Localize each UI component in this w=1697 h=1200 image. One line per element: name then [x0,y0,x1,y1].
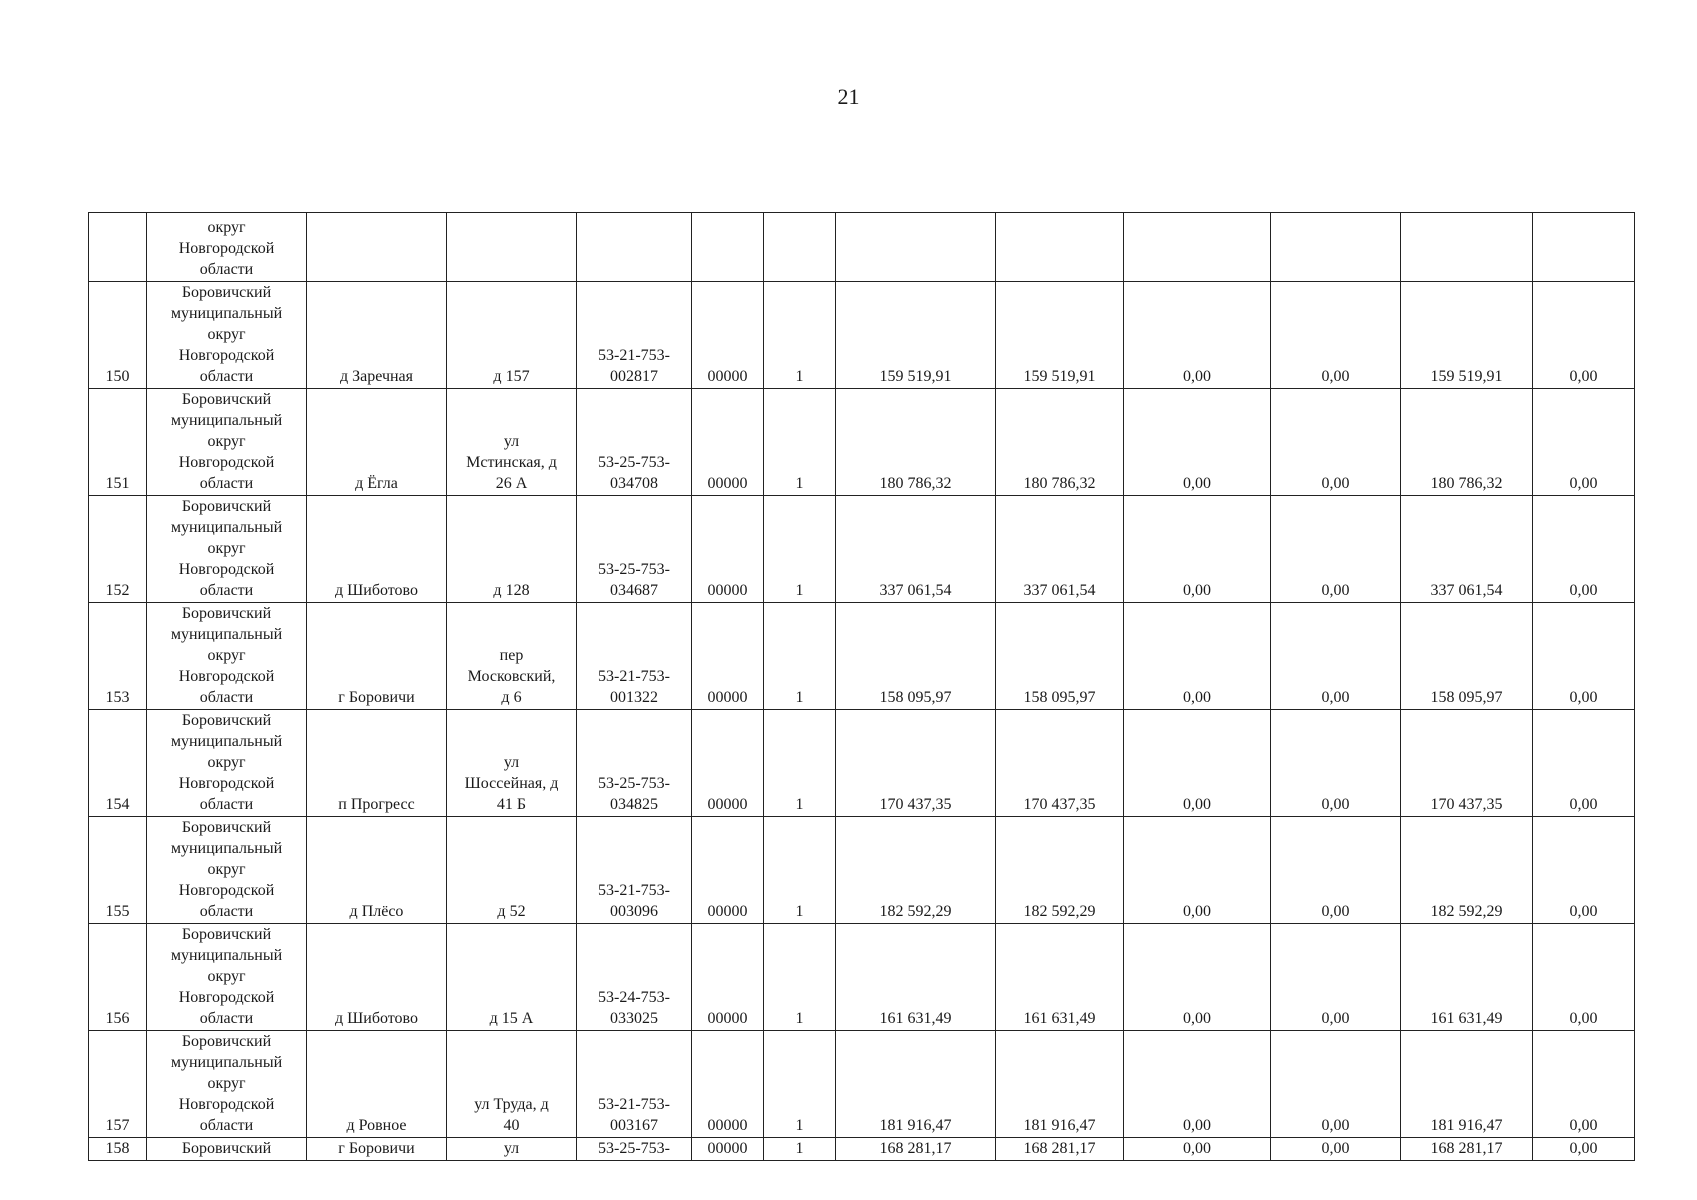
zeros-cell: 00000 [692,603,764,710]
table-row [89,603,1635,710]
code-cell: 53-21-753- 003167 [577,1031,692,1138]
value-cell: 0,00 [1124,496,1271,603]
locality-cell: д Шиботово [307,924,447,1031]
municipality-cell: Боровичский [147,1138,307,1161]
count-cell: 1 [764,603,836,710]
code-cell: 53-21-753- 003096 [577,817,692,924]
address-cell: ул [447,1138,577,1161]
value-cell: 0,00 [1271,817,1401,924]
value-cell: 0,00 [1271,1031,1401,1138]
value-cell: 0,00 [1271,924,1401,1031]
value-cell: 161 631,49 [836,924,996,1031]
table-row [89,389,1635,496]
code-cell: 53-25-753- 034687 [577,496,692,603]
municipality-cell: Боровичский муниципальный округ Новгородской области [147,710,307,817]
zeros-cell: 00000 [692,1031,764,1138]
value-cell: 0,00 [1124,1031,1271,1138]
municipality-cell: Боровичский муниципальный округ Новгородской области [147,496,307,603]
address-cell: д 157 [447,282,577,389]
code-cell: 53-21-753- 001322 [577,603,692,710]
value-cell: 337 061,54 [996,496,1124,603]
row-number-cell: 157 [89,1031,147,1138]
locality-cell: д Плёсо [307,817,447,924]
row-number-cell: 154 [89,710,147,817]
value-cell: 0,00 [1533,603,1635,710]
address-cell [447,213,577,282]
address-cell: д 15 А [447,924,577,1031]
locality-cell: п Прогресс [307,710,447,817]
value-cell: 161 631,49 [1401,924,1533,1031]
address-cell: ул Труда, д 40 [447,1031,577,1138]
value-cell: 158 095,97 [1401,603,1533,710]
table-row [89,1031,1635,1138]
value-cell: 159 519,91 [996,282,1124,389]
address-cell: д 128 [447,496,577,603]
table-row [89,496,1635,603]
municipality-cell: Боровичский муниципальный округ Новгородской области [147,389,307,496]
value-cell: 170 437,35 [1401,710,1533,817]
address-cell: пер Московский, д 6 [447,603,577,710]
address-cell: ул Шоссейная, д 41 Б [447,710,577,817]
count-cell [764,213,836,282]
value-cell [1533,213,1635,282]
value-cell: 0,00 [1124,603,1271,710]
count-cell: 1 [764,1138,836,1161]
value-cell: 0,00 [1533,282,1635,389]
row-number-cell: 150 [89,282,147,389]
zeros-cell: 00000 [692,389,764,496]
value-cell: 182 592,29 [996,817,1124,924]
value-cell: 181 916,47 [996,1031,1124,1138]
value-cell: 159 519,91 [1401,282,1533,389]
value-cell: 168 281,17 [836,1138,996,1161]
zeros-cell: 00000 [692,817,764,924]
municipality-cell: Боровичский муниципальный округ Новгородской области [147,603,307,710]
value-cell [1271,213,1401,282]
value-cell: 0,00 [1124,1138,1271,1161]
value-cell: 168 281,17 [1401,1138,1533,1161]
count-cell: 1 [764,389,836,496]
value-cell: 181 916,47 [836,1031,996,1138]
value-cell: 168 281,17 [996,1138,1124,1161]
value-cell: 0,00 [1271,389,1401,496]
zeros-cell: 00000 [692,496,764,603]
value-cell: 0,00 [1124,389,1271,496]
row-number-cell: 152 [89,496,147,603]
locality-cell: г Боровичи [307,1138,447,1161]
code-cell: 53-25-753- [577,1138,692,1161]
value-cell: 182 592,29 [1401,817,1533,924]
count-cell: 1 [764,924,836,1031]
row-number-cell: 158 [89,1138,147,1161]
value-cell: 0,00 [1533,710,1635,817]
value-cell: 158 095,97 [996,603,1124,710]
row-number-cell [89,213,147,282]
row-number-cell: 155 [89,817,147,924]
zeros-cell [692,213,764,282]
row-number-cell: 156 [89,924,147,1031]
table-row [89,282,1635,389]
value-cell: 337 061,54 [836,496,996,603]
value-cell: 0,00 [1271,1138,1401,1161]
value-cell: 182 592,29 [836,817,996,924]
value-cell: 0,00 [1124,924,1271,1031]
value-cell: 0,00 [1271,710,1401,817]
value-cell: 181 916,47 [1401,1031,1533,1138]
value-cell: 0,00 [1271,496,1401,603]
value-cell: 158 095,97 [836,603,996,710]
value-cell: 0,00 [1533,496,1635,603]
value-cell: 0,00 [1271,282,1401,389]
value-cell: 180 786,32 [1401,389,1533,496]
locality-cell: д Заречная [307,282,447,389]
value-cell: 0,00 [1533,817,1635,924]
value-cell: 0,00 [1124,817,1271,924]
row-number-cell: 151 [89,389,147,496]
code-cell: 53-25-753- 034825 [577,710,692,817]
value-cell: 170 437,35 [836,710,996,817]
zeros-cell: 00000 [692,924,764,1031]
value-cell: 180 786,32 [836,389,996,496]
page-number: 21 [837,84,860,109]
table-row [89,817,1635,924]
address-cell: д 52 [447,817,577,924]
value-cell: 0,00 [1533,389,1635,496]
value-cell [836,213,996,282]
table-row [89,1138,1635,1161]
municipality-cell: Боровичский муниципальный округ Новгородской области [147,1031,307,1138]
count-cell: 1 [764,710,836,817]
municipality-cell: Боровичский муниципальный округ Новгородской области [147,924,307,1031]
table-row [89,924,1635,1031]
zeros-cell: 00000 [692,710,764,817]
code-cell: 53-25-753- 034708 [577,389,692,496]
registry-table [88,212,1635,1161]
count-cell: 1 [764,282,836,389]
zeros-cell: 00000 [692,282,764,389]
value-cell: 0,00 [1124,710,1271,817]
value-cell [1124,213,1271,282]
code-cell: 53-21-753- 002817 [577,282,692,389]
value-cell: 170 437,35 [996,710,1124,817]
code-cell [577,213,692,282]
code-cell: 53-24-753- 033025 [577,924,692,1031]
value-cell: 161 631,49 [996,924,1124,1031]
count-cell: 1 [764,817,836,924]
zeros-cell: 00000 [692,1138,764,1161]
locality-cell [307,213,447,282]
locality-cell: д Шиботово [307,496,447,603]
locality-cell: д Ёгла [307,389,447,496]
value-cell: 337 061,54 [1401,496,1533,603]
value-cell: 0,00 [1533,1031,1635,1138]
municipality-cell: Боровичский муниципальный округ Новгородской области [147,282,307,389]
municipality-cell: округ Новгородской области [147,213,307,282]
value-cell [1401,213,1533,282]
value-cell: 159 519,91 [836,282,996,389]
count-cell: 1 [764,496,836,603]
locality-cell: г Боровичи [307,603,447,710]
row-number-cell: 153 [89,603,147,710]
address-cell: ул Мстинская, д 26 А [447,389,577,496]
locality-cell: д Ровное [307,1031,447,1138]
value-cell: 180 786,32 [996,389,1124,496]
table-row [89,710,1635,817]
municipality-cell: Боровичский муниципальный округ Новгородской области [147,817,307,924]
value-cell: 0,00 [1124,282,1271,389]
count-cell: 1 [764,1031,836,1138]
value-cell [996,213,1124,282]
value-cell: 0,00 [1533,1138,1635,1161]
value-cell: 0,00 [1533,924,1635,1031]
value-cell: 0,00 [1271,603,1401,710]
table-row [89,213,1635,282]
